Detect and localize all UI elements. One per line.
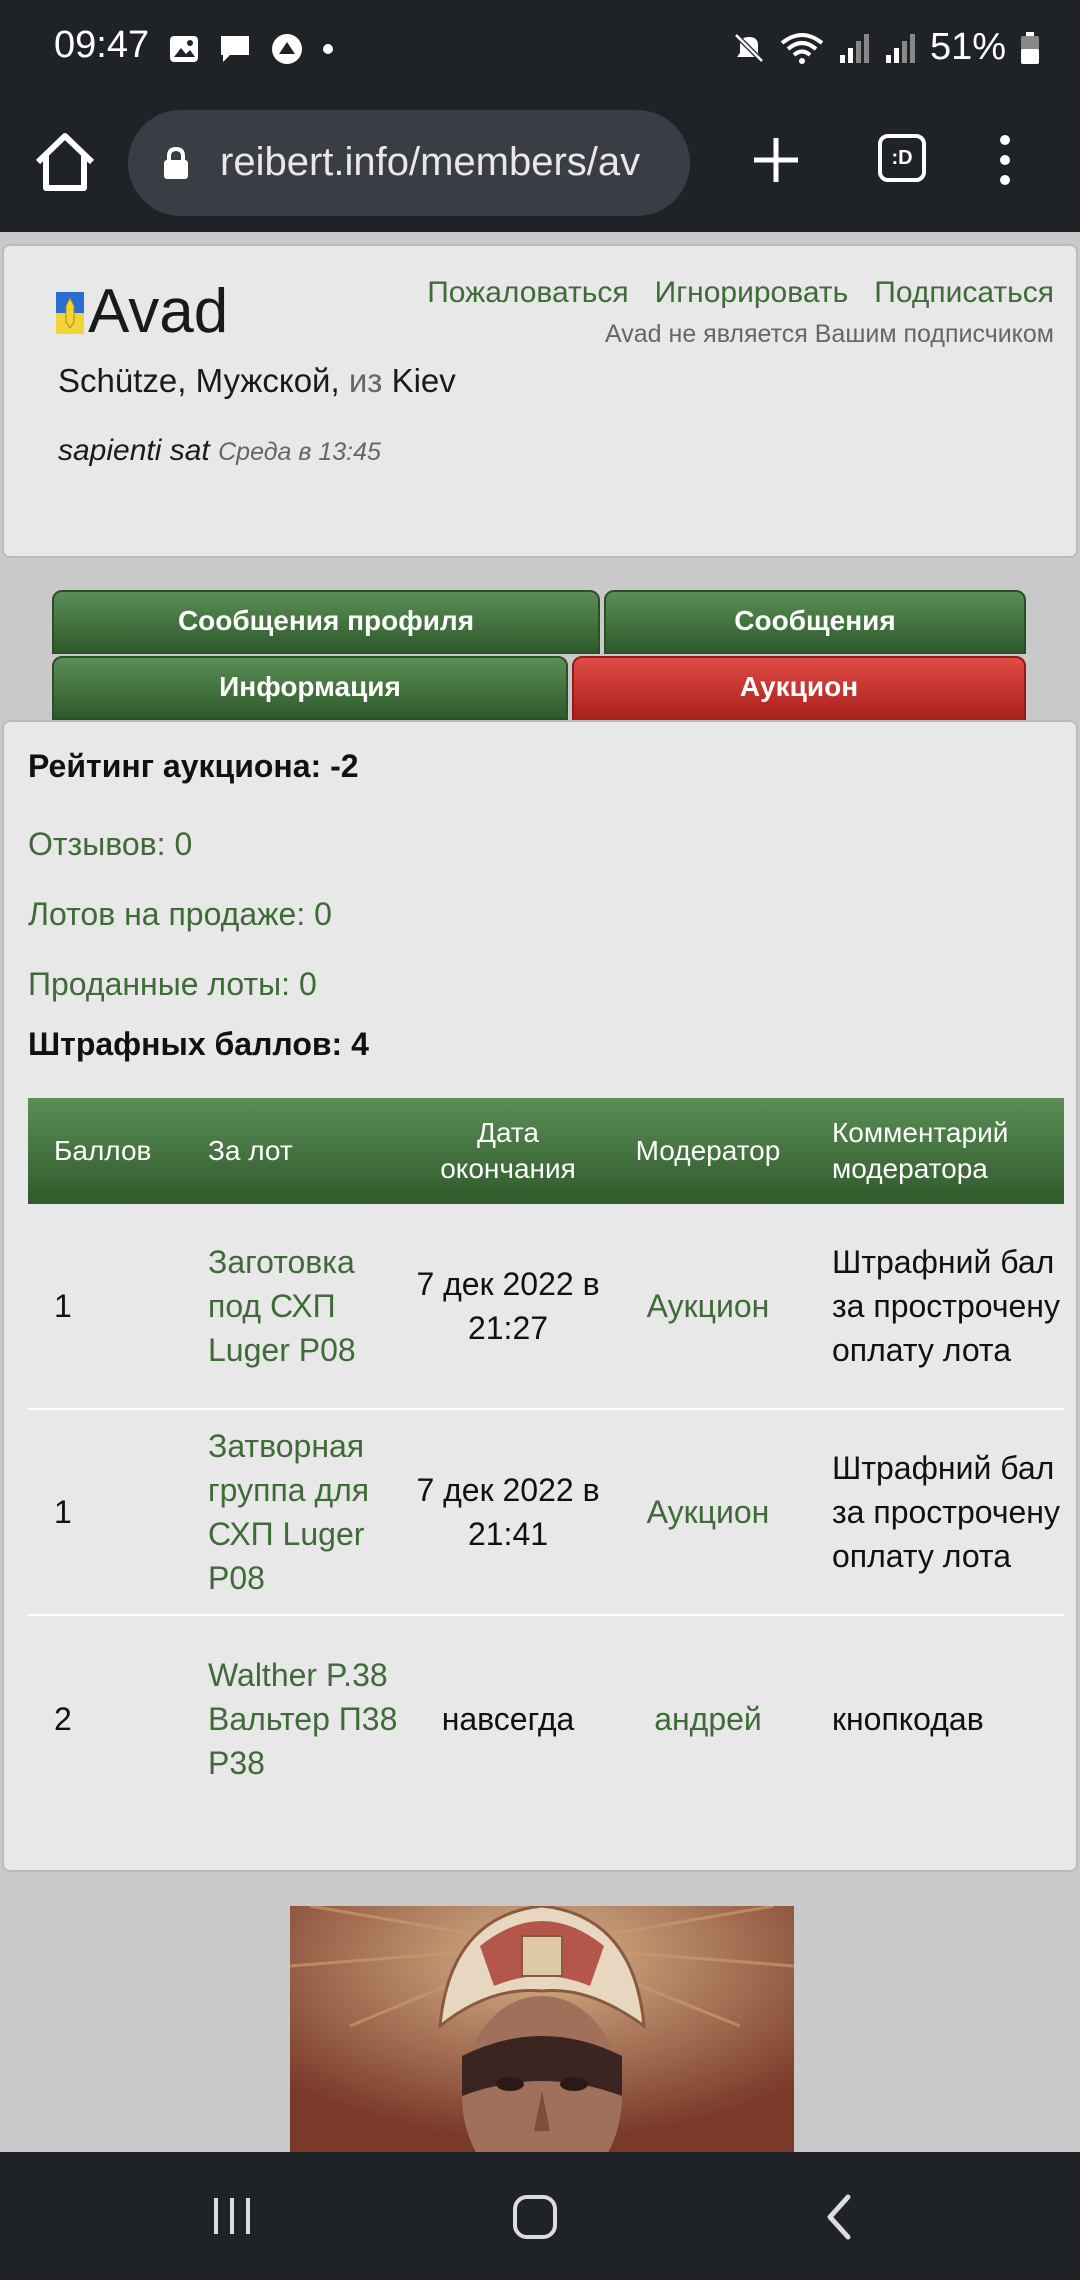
cell-points: 2 bbox=[54, 1701, 72, 1737]
url-text: reibert.info/members/av bbox=[220, 140, 641, 184]
status-bar bbox=[0, 0, 1080, 100]
status-time: 09:47 bbox=[54, 24, 150, 66]
cell-moderator-link[interactable]: андрей bbox=[654, 1701, 762, 1737]
system-icons bbox=[732, 26, 1040, 69]
cell-points: 1 bbox=[54, 1494, 72, 1530]
header-lot: За лот bbox=[208, 1135, 293, 1166]
user-location: Kiev bbox=[391, 362, 456, 399]
cell-lot-link[interactable]: Walther P.38 Вальтер П38 P38 bbox=[208, 1657, 398, 1781]
header-points: Баллов bbox=[54, 1135, 152, 1166]
dot-icon bbox=[322, 43, 334, 55]
table-header bbox=[28, 1098, 1064, 1204]
wifi-icon bbox=[780, 31, 824, 65]
battery-level: 51% bbox=[929, 26, 1006, 68]
table-row bbox=[28, 1204, 1064, 1410]
profile-actions bbox=[427, 276, 1054, 310]
reviews-link[interactable]: Отзывов: 0 bbox=[28, 826, 193, 862]
tab-information[interactable]: Информация bbox=[52, 656, 568, 720]
address-bar[interactable] bbox=[128, 110, 690, 216]
user-avatar-image bbox=[290, 1906, 794, 2152]
user-gender: Мужской bbox=[195, 362, 331, 399]
header-end-date: Дата окончания bbox=[440, 1117, 576, 1184]
ukraine-flag-icon bbox=[56, 292, 84, 334]
username: Avad bbox=[88, 277, 229, 346]
lots-on-sale-link[interactable]: Лотов на продаже: 0 bbox=[28, 896, 332, 932]
home-icon[interactable] bbox=[30, 128, 100, 198]
battery-icon bbox=[1020, 31, 1040, 65]
mute-icon bbox=[732, 31, 766, 65]
cell-end-date: навсегда bbox=[441, 1701, 575, 1737]
recent-apps-icon[interactable] bbox=[208, 2192, 256, 2240]
from-label: из bbox=[348, 362, 383, 399]
more-menu-icon[interactable] bbox=[990, 130, 1020, 190]
message-icon bbox=[218, 33, 252, 65]
user-status bbox=[58, 434, 381, 468]
lock-icon bbox=[162, 146, 190, 180]
cell-points: 1 bbox=[54, 1288, 72, 1324]
tab-profile-posts[interactable]: Сообщения профиля bbox=[52, 590, 600, 654]
subscriber-status: Avad не является Вашим подписчиком bbox=[605, 320, 1054, 348]
cell-end-date: 7 дек 2022 в 21:27 bbox=[416, 1266, 600, 1346]
cell-end-date: 7 дек 2022 в 21:41 bbox=[416, 1472, 600, 1552]
sold-lots-link[interactable]: Проданные лоты: 0 bbox=[28, 966, 317, 1002]
browser-toolbar bbox=[0, 100, 1080, 232]
follow-link[interactable]: Подписаться bbox=[874, 276, 1054, 309]
user-title: Schütze bbox=[58, 362, 178, 399]
cell-comment: Штрафний бал за прострочену оплату лота bbox=[832, 1244, 1060, 1368]
header-moderator: Модератор bbox=[635, 1135, 781, 1166]
user-info-line: Schütze, Мужской, из Kiev bbox=[58, 362, 456, 399]
cell-lot-link[interactable]: Заготовка под СХП Luger P08 bbox=[208, 1244, 356, 1368]
header-comment: Комментарий модератора bbox=[832, 1117, 1009, 1184]
profile-header bbox=[2, 244, 1078, 558]
tab-auction[interactable]: Аукцион bbox=[572, 656, 1026, 722]
cell-moderator-link[interactable]: Аукцион bbox=[646, 1288, 770, 1324]
table-row bbox=[28, 1616, 1064, 1822]
app-icon bbox=[270, 32, 304, 66]
signal-icon bbox=[884, 31, 916, 65]
ignore-link[interactable]: Игнорировать bbox=[654, 276, 849, 309]
image-icon bbox=[168, 33, 200, 65]
notification-icons bbox=[168, 32, 334, 66]
auction-panel bbox=[2, 720, 1078, 1872]
penalty-points: Штрафных баллов: 4 bbox=[28, 1026, 369, 1062]
home-nav-icon[interactable] bbox=[510, 2192, 560, 2242]
signal-icon bbox=[838, 31, 870, 65]
new-tab-icon[interactable] bbox=[746, 130, 806, 190]
cell-comment: кнопкодав bbox=[832, 1701, 984, 1737]
penalty-table bbox=[28, 1098, 1064, 1822]
cell-lot-link[interactable]: Затворная группа для СХП Luger P08 bbox=[208, 1428, 370, 1596]
status-text: sapienti sat bbox=[58, 434, 210, 467]
cell-moderator-link[interactable]: Аукцион bbox=[646, 1494, 770, 1530]
tab-posts[interactable]: Сообщения bbox=[604, 590, 1026, 654]
tab-switcher-button[interactable]: :D bbox=[878, 134, 926, 182]
page-content bbox=[0, 232, 1080, 2152]
system-nav-bar bbox=[0, 2152, 1080, 2280]
status-time[interactable]: Среда в 13:45 bbox=[218, 438, 381, 466]
table-row bbox=[28, 1410, 1064, 1616]
report-link[interactable]: Пожаловаться bbox=[427, 276, 629, 309]
back-icon[interactable] bbox=[820, 2192, 860, 2242]
cell-comment: Штрафний бал за прострочену оплату лота bbox=[832, 1450, 1060, 1574]
auction-rating: Рейтинг аукциона: -2 bbox=[28, 748, 359, 784]
